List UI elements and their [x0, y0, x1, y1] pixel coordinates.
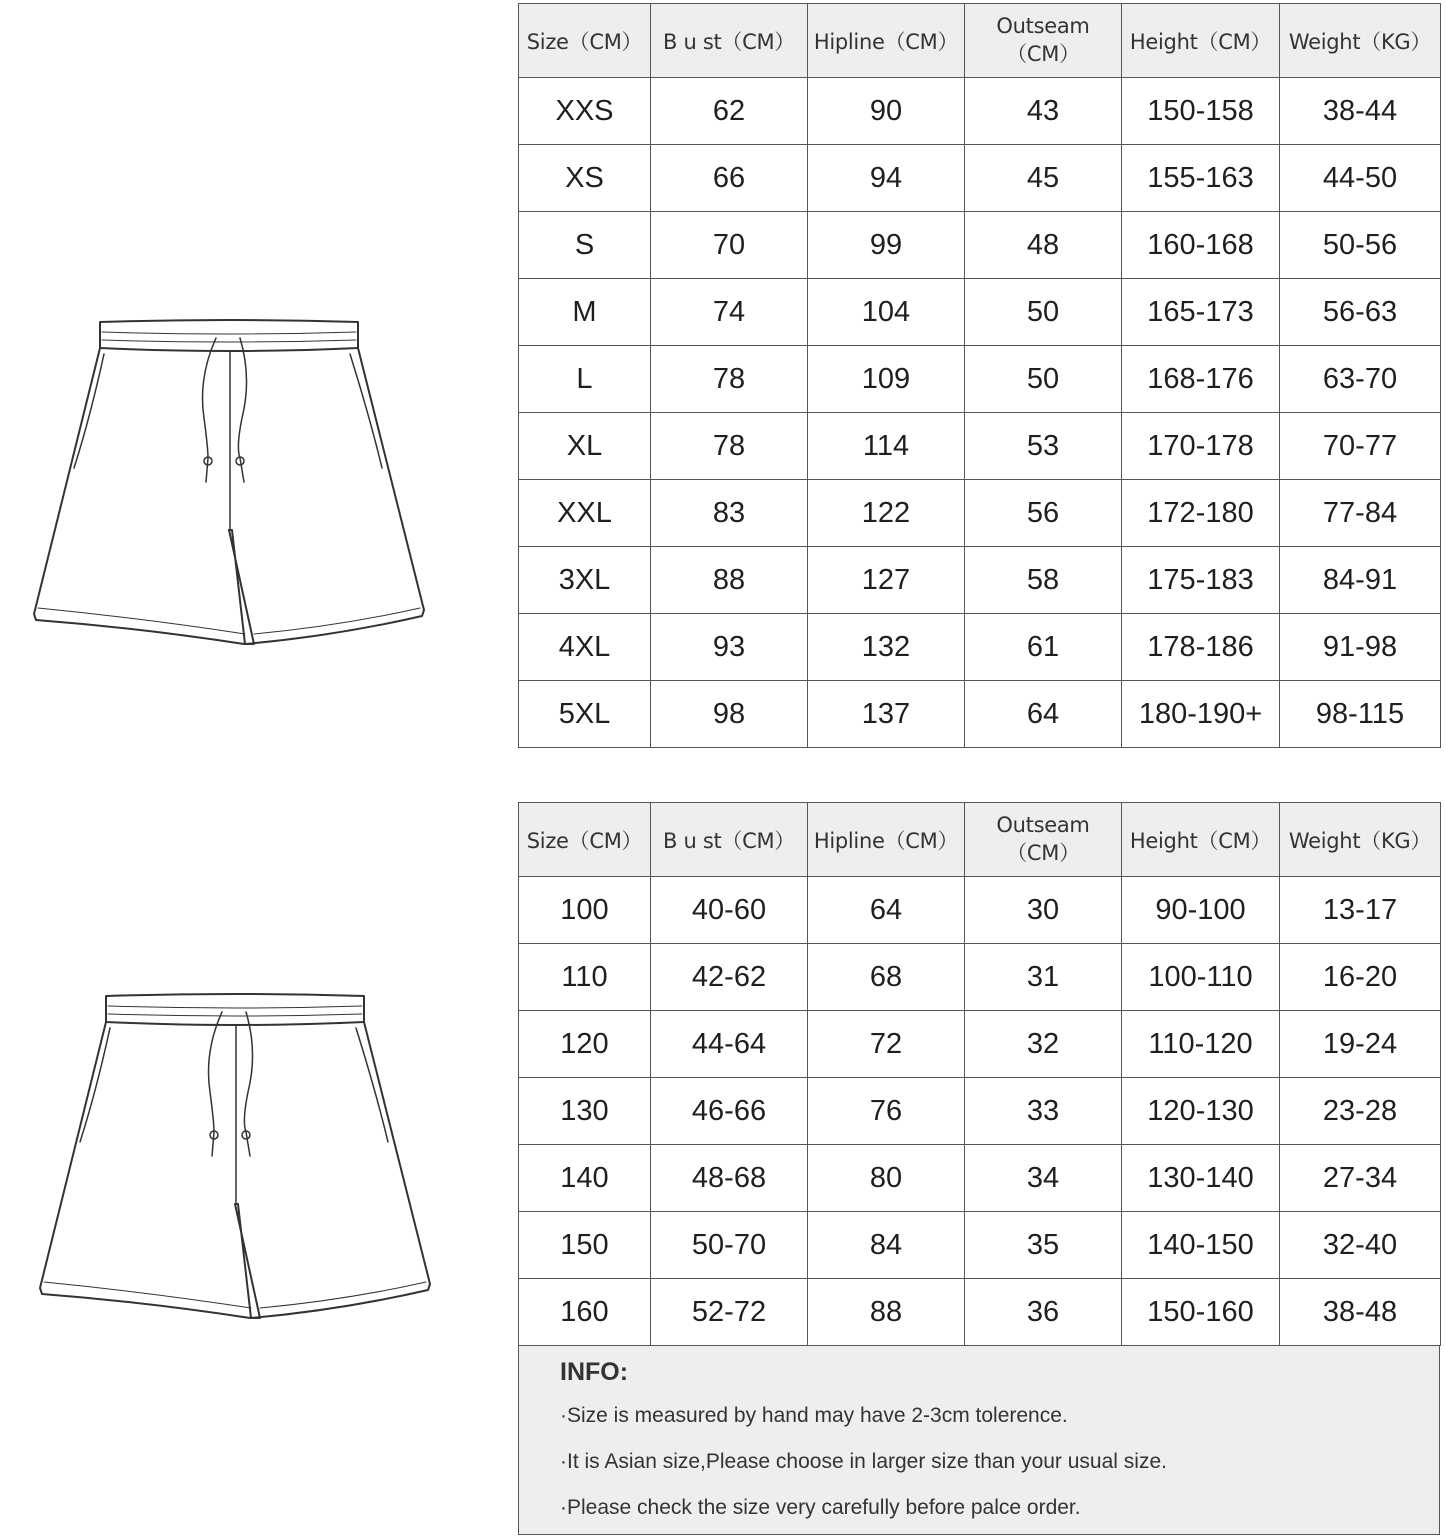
cell-bust: 66: [651, 145, 808, 212]
cell-bust: 88: [651, 547, 808, 614]
cell-height: 155-163: [1122, 145, 1280, 212]
cell-weight: 32-40: [1280, 1212, 1441, 1279]
cell-weight: 84-91: [1280, 547, 1441, 614]
cell-height: 140-150: [1122, 1212, 1280, 1279]
cell-hipline: 84: [808, 1212, 965, 1279]
cell-height: 130-140: [1122, 1145, 1280, 1212]
cell-weight: 98-115: [1280, 681, 1441, 748]
header-weight: Weight（KG）: [1280, 803, 1441, 877]
cell-height: 150-160: [1122, 1279, 1280, 1346]
cell-size: 5XL: [519, 681, 651, 748]
cell-bust: 83: [651, 480, 808, 547]
header-outseam: Outseam（CM）: [965, 803, 1122, 877]
cell-bust: 70: [651, 212, 808, 279]
cell-weight: 16-20: [1280, 944, 1441, 1011]
cell-outseam: 50: [965, 279, 1122, 346]
table-row: [519, 480, 1441, 547]
cell-height: 172-180: [1122, 480, 1280, 547]
info-line: ·Size is measured by hand may have 2-3cm tolerence.: [560, 1404, 1068, 1427]
cell-weight: 19-24: [1280, 1011, 1441, 1078]
cell-size: 140: [519, 1145, 651, 1212]
table-header-row: [519, 4, 1441, 78]
cell-outseam: 53: [965, 413, 1122, 480]
cell-hipline: 88: [808, 1279, 965, 1346]
header-height: Height（CM）: [1122, 4, 1280, 78]
cell-outseam: 58: [965, 547, 1122, 614]
cell-bust: 78: [651, 346, 808, 413]
cell-weight: 44-50: [1280, 145, 1441, 212]
cell-outseam: 56: [965, 480, 1122, 547]
cell-weight: 13-17: [1280, 877, 1441, 944]
cell-height: 180-190+: [1122, 681, 1280, 748]
cell-hipline: 90: [808, 78, 965, 145]
cell-hipline: 68: [808, 944, 965, 1011]
cell-outseam: 30: [965, 877, 1122, 944]
cell-weight: 56-63: [1280, 279, 1441, 346]
cell-size: L: [519, 346, 651, 413]
header-size: Size（CM）: [519, 803, 651, 877]
table-row: [519, 1011, 1441, 1078]
cell-bust: 42-62: [651, 944, 808, 1011]
cell-height: 175-183: [1122, 547, 1280, 614]
cell-hipline: 80: [808, 1145, 965, 1212]
cell-height: 170-178: [1122, 413, 1280, 480]
cell-hipline: 72: [808, 1011, 965, 1078]
info-line: ·Please check the size very carefully before palce order.: [560, 1496, 1081, 1519]
cell-height: 120-130: [1122, 1078, 1280, 1145]
cell-hipline: 127: [808, 547, 965, 614]
cell-outseam: 33: [965, 1078, 1122, 1145]
table-row: [519, 279, 1441, 346]
cell-bust: 78: [651, 413, 808, 480]
cell-height: 90-100: [1122, 877, 1280, 944]
cell-size: 3XL: [519, 547, 651, 614]
cell-hipline: 122: [808, 480, 965, 547]
cell-hipline: 137: [808, 681, 965, 748]
cell-height: 100-110: [1122, 944, 1280, 1011]
header-weight: Weight（KG）: [1280, 4, 1441, 78]
cell-bust: 62: [651, 78, 808, 145]
table-row: [519, 547, 1441, 614]
header-hipline: Hipline（CM）: [808, 803, 965, 877]
cell-bust: 46-66: [651, 1078, 808, 1145]
header-hipline: Hipline（CM）: [808, 4, 965, 78]
header-bust: B u st（CM）: [651, 4, 808, 78]
table-row: [519, 1212, 1441, 1279]
cell-outseam: 32: [965, 1011, 1122, 1078]
cell-weight: 91-98: [1280, 614, 1441, 681]
cell-bust: 48-68: [651, 1145, 808, 1212]
table-row: [519, 681, 1441, 748]
cell-outseam: 36: [965, 1279, 1122, 1346]
cell-weight: 23-28: [1280, 1078, 1441, 1145]
cell-bust: 50-70: [651, 1212, 808, 1279]
cell-size: S: [519, 212, 651, 279]
table-row: [519, 944, 1441, 1011]
cell-weight: 27-34: [1280, 1145, 1441, 1212]
table-row: [519, 1078, 1441, 1145]
size-table-adult: [518, 3, 1441, 748]
info-line: ·It is Asian size,Please choose in larger size than your usual size.: [560, 1450, 1167, 1473]
cell-bust: 74: [651, 279, 808, 346]
cell-outseam: 34: [965, 1145, 1122, 1212]
cell-outseam: 43: [965, 78, 1122, 145]
table-row: [519, 614, 1441, 681]
cell-height: 150-158: [1122, 78, 1280, 145]
cell-hipline: 109: [808, 346, 965, 413]
info-box: [518, 1346, 1440, 1535]
shorts-illustration-kids: [36, 992, 436, 1324]
cell-size: XXS: [519, 78, 651, 145]
cell-size: 120: [519, 1011, 651, 1078]
cell-bust: 98: [651, 681, 808, 748]
cell-height: 165-173: [1122, 279, 1280, 346]
cell-weight: 70-77: [1280, 413, 1441, 480]
cell-weight: 50-56: [1280, 212, 1441, 279]
cell-hipline: 104: [808, 279, 965, 346]
cell-outseam: 64: [965, 681, 1122, 748]
table-row: [519, 212, 1441, 279]
header-outseam: Outseam（CM）: [965, 4, 1122, 78]
cell-weight: 77-84: [1280, 480, 1441, 547]
cell-hipline: 132: [808, 614, 965, 681]
cell-size: 100: [519, 877, 651, 944]
table-header-row: [519, 803, 1441, 877]
cell-height: 168-176: [1122, 346, 1280, 413]
cell-outseam: 50: [965, 346, 1122, 413]
header-size: Size（CM）: [519, 4, 651, 78]
table-row: [519, 145, 1441, 212]
cell-size: 110: [519, 944, 651, 1011]
cell-hipline: 99: [808, 212, 965, 279]
cell-hipline: 76: [808, 1078, 965, 1145]
cell-height: 110-120: [1122, 1011, 1280, 1078]
cell-bust: 40-60: [651, 877, 808, 944]
cell-outseam: 35: [965, 1212, 1122, 1279]
table-row: [519, 413, 1441, 480]
cell-bust: 93: [651, 614, 808, 681]
table-row: [519, 877, 1441, 944]
cell-hipline: 94: [808, 145, 965, 212]
header-bust: B u st（CM）: [651, 803, 808, 877]
cell-outseam: 45: [965, 145, 1122, 212]
cell-outseam: 48: [965, 212, 1122, 279]
cell-hipline: 114: [808, 413, 965, 480]
header-height: Height（CM）: [1122, 803, 1280, 877]
cell-height: 178-186: [1122, 614, 1280, 681]
size-table-kids: [518, 802, 1441, 1346]
cell-hipline: 64: [808, 877, 965, 944]
cell-weight: 38-48: [1280, 1279, 1441, 1346]
table-row: [519, 1279, 1441, 1346]
cell-outseam: 61: [965, 614, 1122, 681]
cell-bust: 44-64: [651, 1011, 808, 1078]
cell-weight: 38-44: [1280, 78, 1441, 145]
cell-size: XXL: [519, 480, 651, 547]
table-row: [519, 78, 1441, 145]
table-row: [519, 346, 1441, 413]
cell-size: XS: [519, 145, 651, 212]
table-row: [519, 1145, 1441, 1212]
shorts-illustration-adult: [30, 318, 430, 650]
cell-size: M: [519, 279, 651, 346]
cell-size: 150: [519, 1212, 651, 1279]
cell-size: XL: [519, 413, 651, 480]
info-title: INFO:: [560, 1358, 629, 1386]
cell-weight: 63-70: [1280, 346, 1441, 413]
cell-height: 160-168: [1122, 212, 1280, 279]
cell-outseam: 31: [965, 944, 1122, 1011]
cell-size: 130: [519, 1078, 651, 1145]
cell-size: 160: [519, 1279, 651, 1346]
cell-bust: 52-72: [651, 1279, 808, 1346]
cell-size: 4XL: [519, 614, 651, 681]
